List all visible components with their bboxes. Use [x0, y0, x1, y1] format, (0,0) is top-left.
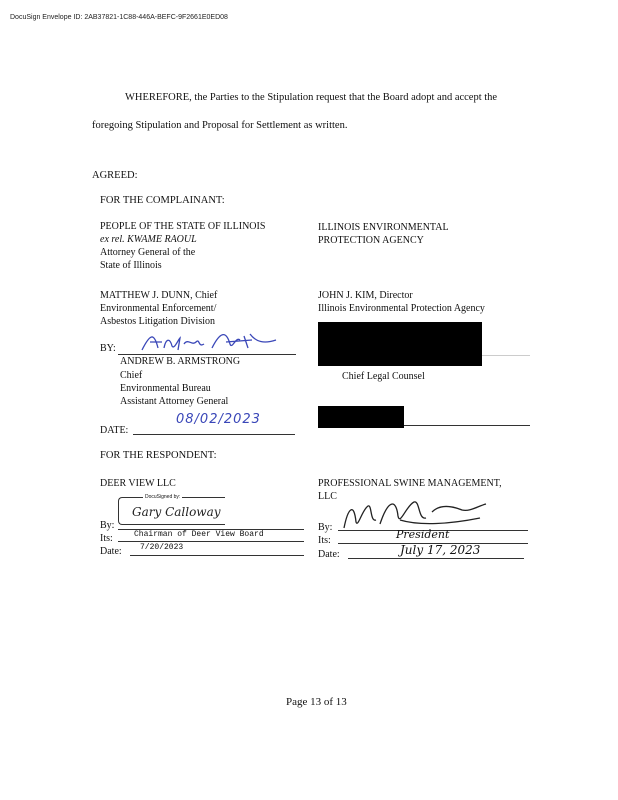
psm-date-value: July 17, 2023	[400, 543, 481, 557]
calloway-signature: Gary Calloway	[132, 505, 221, 519]
psm-company-line-1: PROFESSIONAL SWINE MANAGEMENT,	[318, 478, 502, 489]
deer-view-date-line	[130, 555, 304, 556]
complainant-heading: FOR THE COMPLAINANT:	[100, 195, 225, 206]
complainant-printed-name: ANDREW B. ARMSTRONG	[120, 356, 241, 367]
deer-view-its-line	[118, 541, 304, 542]
complainant-signer-line-1: MATTHEW J. DUNN, Chief	[100, 290, 218, 301]
envelope-id: DocuSign Envelope ID: 2AB37821-1C88-446A-BEFC-9F2661E0ED08	[10, 14, 228, 21]
director-line-2: Illinois Environmental Protection Agency	[318, 303, 485, 314]
complainant-name-line-2: ex rel. KWAME RAOUL	[100, 234, 197, 245]
deer-view-its-value: Chairman of Deer View Board	[134, 530, 264, 539]
paragraph-line-2: foregoing Stipulation and Proposal for Settlement as written.	[92, 120, 348, 131]
complainant-by-label: BY:	[100, 343, 116, 354]
deer-view-its-label: Its:	[100, 533, 113, 544]
deer-view-by-label: By:	[100, 520, 115, 531]
deer-view-company: DEER VIEW LLC	[100, 478, 176, 489]
complainant-title-3: Assistant Attorney General	[120, 396, 229, 407]
docusign-label: DocuSigned by:	[145, 494, 181, 500]
agency-by-line	[482, 355, 530, 356]
director-line-1: JOHN J. KIM, Director	[318, 290, 413, 301]
psm-date-line	[348, 558, 524, 559]
complainant-date-line	[133, 434, 295, 435]
psm-company-line-2: LLC	[318, 491, 337, 502]
deer-view-date-label: Date:	[100, 546, 122, 557]
respondent-heading: FOR THE RESPONDENT:	[100, 450, 217, 461]
complainant-date-value: 08/02/2023	[176, 412, 261, 427]
agreed-label: AGREED:	[92, 170, 138, 181]
psm-by-label: By:	[318, 522, 333, 533]
agency-date-line	[404, 425, 530, 426]
complainant-name-line-3: Attorney General of the	[100, 247, 196, 258]
psm-its-label: Its:	[318, 535, 331, 546]
complainant-title-2: Environmental Bureau	[120, 383, 211, 394]
redacted-signature-block	[318, 322, 482, 366]
complainant-name-line-1: PEOPLE OF THE STATE OF ILLINOIS	[100, 221, 266, 232]
agency-line-1: ILLINOIS ENVIRONMENTAL	[318, 222, 449, 233]
psm-its-value: President	[396, 528, 450, 541]
deer-view-date-value: 7/20/2023	[140, 543, 184, 552]
page-number: Page 13 of 13	[286, 696, 347, 708]
agency-line-2: PROTECTION AGENCY	[318, 235, 424, 246]
redacted-date-block	[318, 406, 404, 428]
complainant-signer-line-3: Asbestos Litigation Division	[100, 316, 215, 327]
psm-date-label: Date:	[318, 549, 340, 560]
complainant-signer-line-2: Environmental Enforcement/	[100, 303, 217, 314]
complainant-title-1: Chief	[120, 370, 143, 381]
complainant-date-label: DATE:	[100, 425, 129, 436]
chief-legal-counsel-label: Chief Legal Counsel	[342, 371, 425, 382]
paragraph-line-1: WHEREFORE, the Parties to the Stipulation request that the Board adopt and accept the	[125, 92, 498, 103]
complainant-name-line-4: State of Illinois	[100, 260, 162, 271]
